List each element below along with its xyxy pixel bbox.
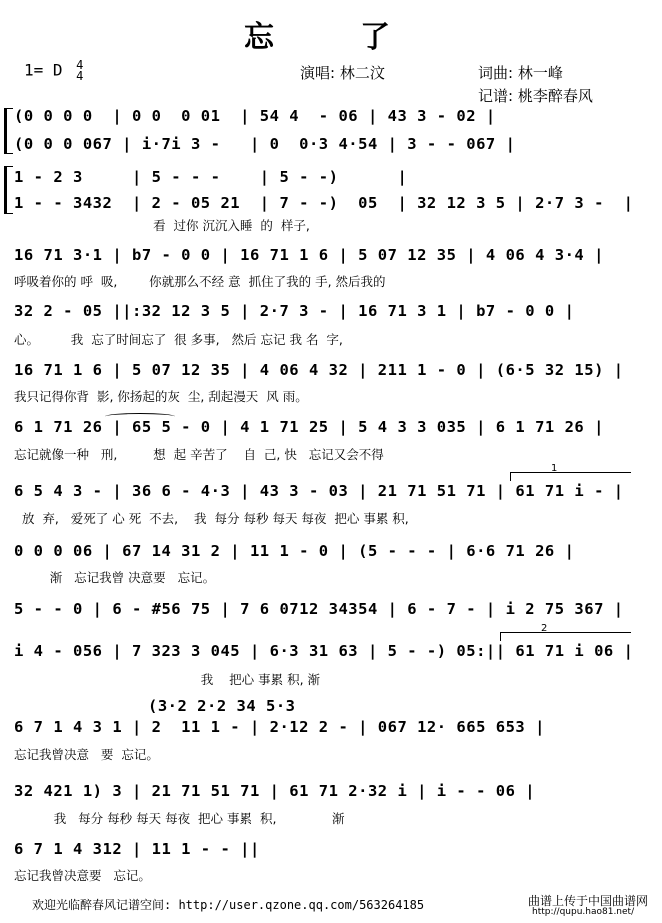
score-line-12: i 4 - 056 | 7 323 3 045 | 6·3 31 63 | 5 - -) 05:|| 61 71 i 06 |: [14, 642, 634, 660]
song-title: 忘 了: [244, 20, 418, 55]
time-top: 4: [76, 58, 84, 72]
lyric-line-16: 忘记我曾决意要 忘记。: [14, 868, 151, 883]
time-signature: [76, 60, 83, 82]
key-label: 1= D: [24, 60, 63, 80]
volta-bracket-1: [510, 463, 631, 481]
composer-credit: 词曲: 林一峰: [478, 64, 563, 82]
score-line-15: 32 421 1) 3 | 21 71 51 71 | 61 71 2·32 i | i - - 06 |: [14, 782, 536, 800]
volta-bracket-2: [500, 623, 631, 641]
lyric-line-10: 渐 忘记我曾 决意要 忘记。: [14, 570, 216, 585]
score-line-7: 16 71 1 6 | 5 07 12 35 | 4 06 4 32 | 211 1 - 0 | (6·5 32 15) |: [14, 361, 624, 379]
lyric-line-4: 看 过你 沉沉入睡 的 样子,: [14, 218, 310, 233]
score-line-5: 16 71 3·1 | b7 - 0 0 | 16 71 1 6 | 5 07 12 35 | 4 06 4 3·4 |: [14, 246, 604, 264]
score-line-6: 32 2 - 05 ||:32 12 3 5 | 2·7 3 - | 16 71 3 1 | b7 - 0 0 |: [14, 302, 575, 320]
score-line-13: (3·2 2·2 34 5·3: [148, 697, 296, 715]
score-line-14: 6 7 1 4 3 1 | 2 11 1 - | 2·12 2 - | 067 12· 665 653 |: [14, 718, 545, 736]
system-brace: [4, 108, 13, 154]
score-line-16: 6 7 1 4 312 | 11 1 - - ||: [14, 840, 260, 858]
singer-credit: 演唱: 林二汶: [300, 64, 385, 82]
score-line-1: (0 0 0 0 | 0 0 0 01 | 54 4 - 06 | 43 3 - 02 |: [14, 107, 496, 125]
lyric-line-15: 我 每分 每秒 每天 每夜 把心 事累 积, 渐: [14, 811, 345, 826]
score-line-10: 0 0 0 06 | 67 14 31 2 | 11 1 - 0 | (5 - - - | 6·6 71 26 |: [14, 542, 575, 560]
score-line-9: 6 5 4 3 - | 36 6 - 4·3 | 43 3 - 03 | 21 71 51 71 | 61 71 i - |: [14, 482, 624, 500]
lyric-line-7: 我只记得你背 影, 你扬起的灰 尘, 刮起漫天 风 雨。: [14, 389, 308, 404]
lyric-line-14: 忘记我曾决意 要 忘记。: [14, 747, 159, 762]
score-line-2: (0 0 0 067 | i·7i 3 - | 0 0·3 4·54 | 3 - - 067 |: [14, 135, 516, 153]
time-bottom: 4: [76, 69, 84, 83]
system-brace: [4, 166, 13, 214]
footer-credit: 欢迎光临醉春风记谱空间: http://user.qzone.qq.com/563264185: [32, 898, 425, 912]
lyric-line-8: 忘记就像一种 刑, 想 起 辛苦了 自 己, 快 忘记又会不得: [14, 447, 384, 462]
watermark-line1: 曲谱上传于中国曲谱网: [528, 894, 649, 908]
lyric-line-6: 心。 我 忘了时间忘了 很 多事, 然后 忘记 我 名 字,: [14, 332, 343, 347]
key-signature: [24, 60, 83, 82]
lyric-line-9: 放 弃, 爱死了 心 死 不去, 我 每分 每秒 每天 每夜 把心 事累 积,: [14, 511, 409, 526]
volta-label-2: 2: [541, 623, 548, 634]
lyric-line-12: 我 把心 事累 积, 渐: [14, 672, 321, 687]
lyric-line-5: 呼吸着你的 呼 吸, 你就那么不经 意 抓住了我的 手, 然后我的: [14, 274, 386, 289]
score-line-4: 1 - - 3432 | 2 - 05 21 | 7 - -) 05 | 32 12 3 5 | 2·7 3 - |: [14, 194, 634, 212]
score-line-3: 1 - 2 3 | 5 - - - | 5 - -) |: [14, 168, 408, 186]
score-line-11: 5 - - 0 | 6 - #56 75 | 7 6 0712 34354 | 6 - 7 - | i 2 75 367 |: [14, 600, 624, 618]
volta-label-1: 1: [551, 463, 558, 474]
transcriber-credit: 记谱: 桃李醉春风: [478, 87, 593, 105]
score-line-8: 6 1 71 26 | 65 5 - 0 | 4 1 71 25 | 5 4 3 3 035 | 6 1 71 26 |: [14, 418, 604, 436]
watermark-line2: http://qupu.hao81.net/: [532, 907, 635, 917]
